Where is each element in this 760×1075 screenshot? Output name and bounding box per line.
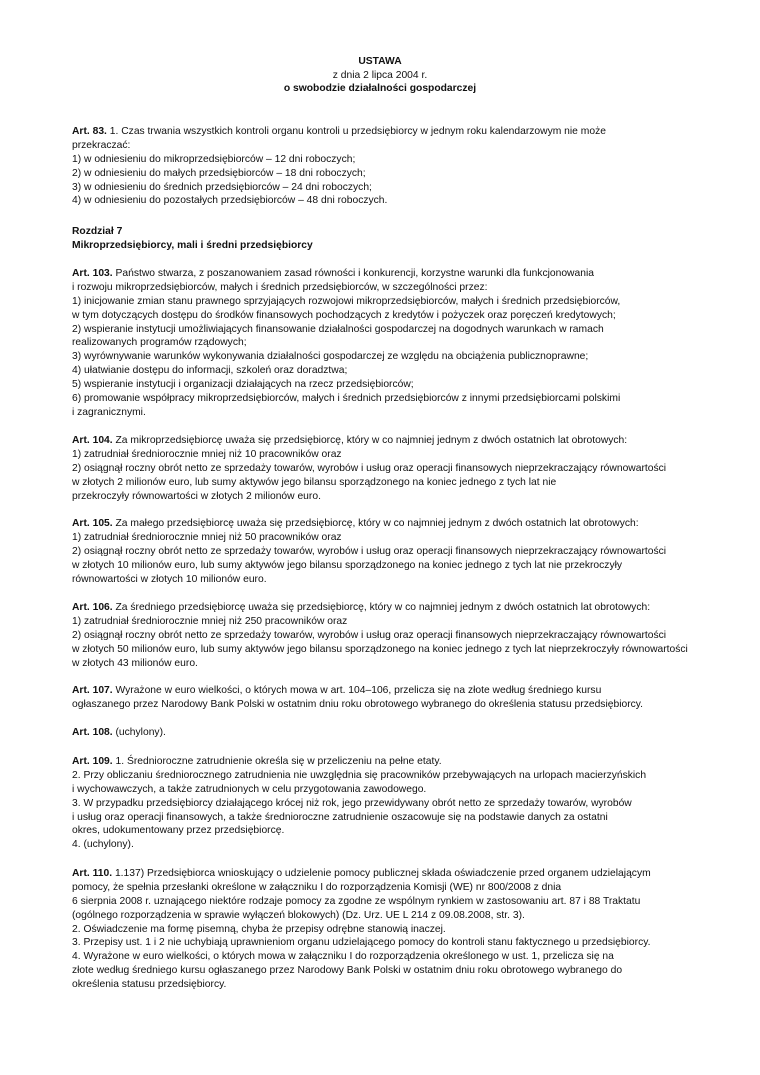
article-label: Art. 104. <box>72 435 113 446</box>
act-subject: o swobodzie działalności gospodarczej <box>283 83 477 94</box>
article-label: Art. 109. <box>72 756 113 767</box>
act-title: USTAWA <box>358 56 402 67</box>
article-label: Art. 110. <box>72 868 113 879</box>
article-text-line: i wychowawczych, a także zatrudnionych w celu przygotowania zawodowego. <box>72 783 427 795</box>
article-text-line: 1) zatrudniał średniorocznie mniej niż 50 pracowników oraz <box>72 531 342 543</box>
article-text-line: 2) osiągnął roczny obrót netto ze sprzedaży towarów, wyrobów i usług oraz operacji finansowych nieprzekraczający równowartości <box>72 462 667 474</box>
article-text-line: 6) promowanie współpracy mikroprzedsiębiorców, małych i średnich przedsiębiorców z innymi przedsiębiorcami polskimi <box>72 393 621 405</box>
act-date: z dnia 2 lipca 2004 r. <box>332 69 428 81</box>
article-text-line: 2) osiągnął roczny obrót netto ze sprzedaży towarów, wyrobów i usług oraz operacji finansowych nieprzekraczający równowartości <box>72 545 667 557</box>
chapter-number: Rozdział 7 <box>72 226 123 237</box>
article-text-line: w złotych 2 milionów euro, lub sumy aktywów jego bilansu sporządzonego na koniec jednego z tych lat nie <box>72 476 557 488</box>
article-text-line: Za mikroprzedsiębiorcę uważa się przedsiębiorcę, który w co najmniej jednym z dwóch ostatnich lat obrotowych: <box>112 435 628 446</box>
article-text-line: określenia statusu przedsiębiorcy. <box>72 979 227 991</box>
article-107 <box>72 684 712 712</box>
article-text-line: równowartości w złotych 10 milionów euro. <box>72 573 267 585</box>
article-text-line: 3. Przepisy ust. 1 i 2 nie uchybiają uprawnieniom organu udzielającego pomocy do kontroli stanu faktycznego u przedsiębiorcy. <box>72 937 651 949</box>
article-text-line: (ogólnego rozporządzenia w sprawie wyłączeń blokowych) (Dz. Urz. UE L 214 z 09.08.2008, str. 3). <box>72 909 525 921</box>
document-header <box>0 55 760 96</box>
article-text-line: w złotych 10 milionów euro, lub sumy aktywów jego bilansu sporządzonego na koniec jednego z tych lat nie przekroczyły <box>72 559 623 571</box>
article-label: Art. 103. <box>72 268 113 279</box>
article-text-line: 3) w odniesieniu do średnich przedsiębiorców – 24 dni roboczych; <box>72 181 372 193</box>
article-text-line: 3. W przypadku przedsiębiorcy działającego krócej niż rok, jego przewidywany obrót netto ze sprzedaży towarów, wyrobów <box>72 797 632 809</box>
chapter-title: Mikroprzedsiębiorcy, mali i średni przedsiębiorcy <box>72 239 313 251</box>
article-label: Art. 107. <box>72 685 113 696</box>
article-text-line: okres, udokumentowany przez przedsiębiorcę. <box>72 825 285 837</box>
article-text-line: i usług oraz operacji finansowych, a także średnioroczne zatrudnienie oszacowuje się na podstawie danych za ostatni <box>72 811 608 823</box>
article-text-line: 4) ułatwianie dostępu do informacji, szkoleń oraz doradztwa; <box>72 365 348 377</box>
article-text-line: i zagranicznymi. <box>72 406 146 418</box>
article-text-line: 3) wyrównywanie warunków wykonywania działalności gospodarczej ze względu na obciążenia publicznoprawne; <box>72 351 589 363</box>
article-text-line: 1) zatrudniał średniorocznie mniej niż 250 pracowników oraz <box>72 615 348 627</box>
article-109 <box>72 755 712 852</box>
article-text-line: 4. Wyrażone w euro wielkości, o których mowa w załączniku I do rozporządzenia określonego w ust. 1, przelicza się na <box>72 951 614 963</box>
article-text-line: pomocy, że spełnia przesłanki określone w załączniku I do rozporządzenia Komisji (WE) nr 800/2008 z dnia <box>72 881 562 893</box>
article-text-line: złote według średniego kursu ogłaszanego przez Narodowy Bank Polski w ostatnim dniu roku obrotowego wybranego do <box>72 965 623 977</box>
article-104 <box>72 434 712 503</box>
article-110 <box>72 867 712 992</box>
article-text-line: i rozwoju mikroprzedsiębiorców, małych i średnich przedsiębiorców, w szczególności przez: <box>72 281 488 293</box>
article-106 <box>72 601 712 670</box>
article-label: Art. 108. <box>72 727 113 738</box>
article-text-line: w złotych 50 milionów euro, lub sumy aktywów jego bilansu sporządzonego na koniec jednego z tych lat nieprzekroczyły równowartości <box>72 643 688 655</box>
article-text-line: Za małego przedsiębiorcę uważa się przedsiębiorcę, który w co najmniej jednym z dwóch ostatnich lat obrotowych: <box>112 518 639 529</box>
article-text-line: ogłaszanego przez Narodowy Bank Polski w ostatnim dniu roku obrotowego wybranego do określenia statusu przedsiębiorcy. <box>72 698 644 710</box>
article-text-line: 2. Oświadczenie ma formę pisemną, chyba że przepisy odrębne stanowią inaczej. <box>72 923 446 935</box>
article-label: Art. 105. <box>72 518 113 529</box>
article-text-line: (uchylony). <box>112 727 166 738</box>
article-text-line: w złotych 43 milionów euro. <box>72 657 198 669</box>
article-text-line: 1.137) Przedsiębiorca wnioskujący o udzielenie pomocy publicznej składa oświadczenie przed organem udzielającym <box>112 868 651 879</box>
chapter-heading <box>72 225 712 253</box>
article-105 <box>72 517 712 586</box>
article-text-line: 4. (uchylony). <box>72 839 134 851</box>
article-108 <box>72 726 712 740</box>
article-text-line: 1) w odniesieniu do mikroprzedsiębiorców – 12 dni roboczych; <box>72 153 356 165</box>
article-text-line: Wyrażone w euro wielkości, o których mowa w art. 104–106, przelicza się na złote według średniego kursu <box>112 685 602 696</box>
article-text-line: przekroczyły równowartości w złotych 2 milionów euro. <box>72 490 321 502</box>
article-text-line: 1. Czas trwania wszystkich kontroli organu kontroli u przedsiębiorcy w jednym roku kalendarzowym nie może <box>106 126 606 137</box>
article-text-line: 6 sierpnia 2008 r. uznającego niektóre rodzaje pomocy za zgodne ze wspólnym rynkiem w zastosowaniu art. 87 i 88 Traktatu <box>72 895 641 907</box>
article-text-line: 2. Przy obliczaniu średniorocznego zatrudnienia nie uwzględnia się pracowników przebywających na urlopach macierzyńskich <box>72 769 647 781</box>
article-text-line: przekraczać: <box>72 139 131 151</box>
article-text-line: 4) w odniesieniu do pozostałych przedsiębiorców – 48 dni roboczych. <box>72 195 388 207</box>
article-label: Art. 106. <box>72 602 113 613</box>
article-text-line: 5) wspieranie instytucji i organizacji działających na rzecz przedsiębiorców; <box>72 379 414 391</box>
article-83 <box>72 125 712 208</box>
article-label: Art. 83. <box>72 126 107 137</box>
article-text-line: realizowanych programów rządowych; <box>72 337 247 349</box>
article-text-line: 1) zatrudniał średniorocznie mniej niż 10 pracowników oraz <box>72 448 342 460</box>
article-text-line: 2) osiągnął roczny obrót netto ze sprzedaży towarów, wyrobów i usług oraz operacji finansowych nieprzekraczający równowartości <box>72 629 667 641</box>
article-text-line: 2) wspieranie instytucji umożliwiających finansowanie działalności gospodarczej na dogodnych warunkach w ramach <box>72 323 604 335</box>
article-text-line: Państwo stwarza, z poszanowaniem zasad równości i konkurencji, korzystne warunki dla funkcjonowania <box>112 268 594 279</box>
article-103 <box>72 267 712 420</box>
article-text-line: 2) w odniesieniu do małych przedsiębiorców – 18 dni roboczych; <box>72 167 366 179</box>
article-text-line: 1. Średnioroczne zatrudnienie określa się w przeliczeniu na pełne etaty. <box>112 756 442 767</box>
article-text-line: 1) inicjowanie zmian stanu prawnego sprzyjających rozwojowi mikroprzedsiębiorców, małych i średnich przedsiębiorców, <box>72 295 621 307</box>
article-text-line: Za średniego przedsiębiorcę uważa się przedsiębiorcę, który w co najmniej jednym z dwóch ostatnich lat obrotowych: <box>112 602 651 613</box>
article-text-line: w tym dotyczących dostępu do środków finansowych pochodzących z kredytów i pożyczek oraz poręczeń kredytowych; <box>72 309 616 321</box>
